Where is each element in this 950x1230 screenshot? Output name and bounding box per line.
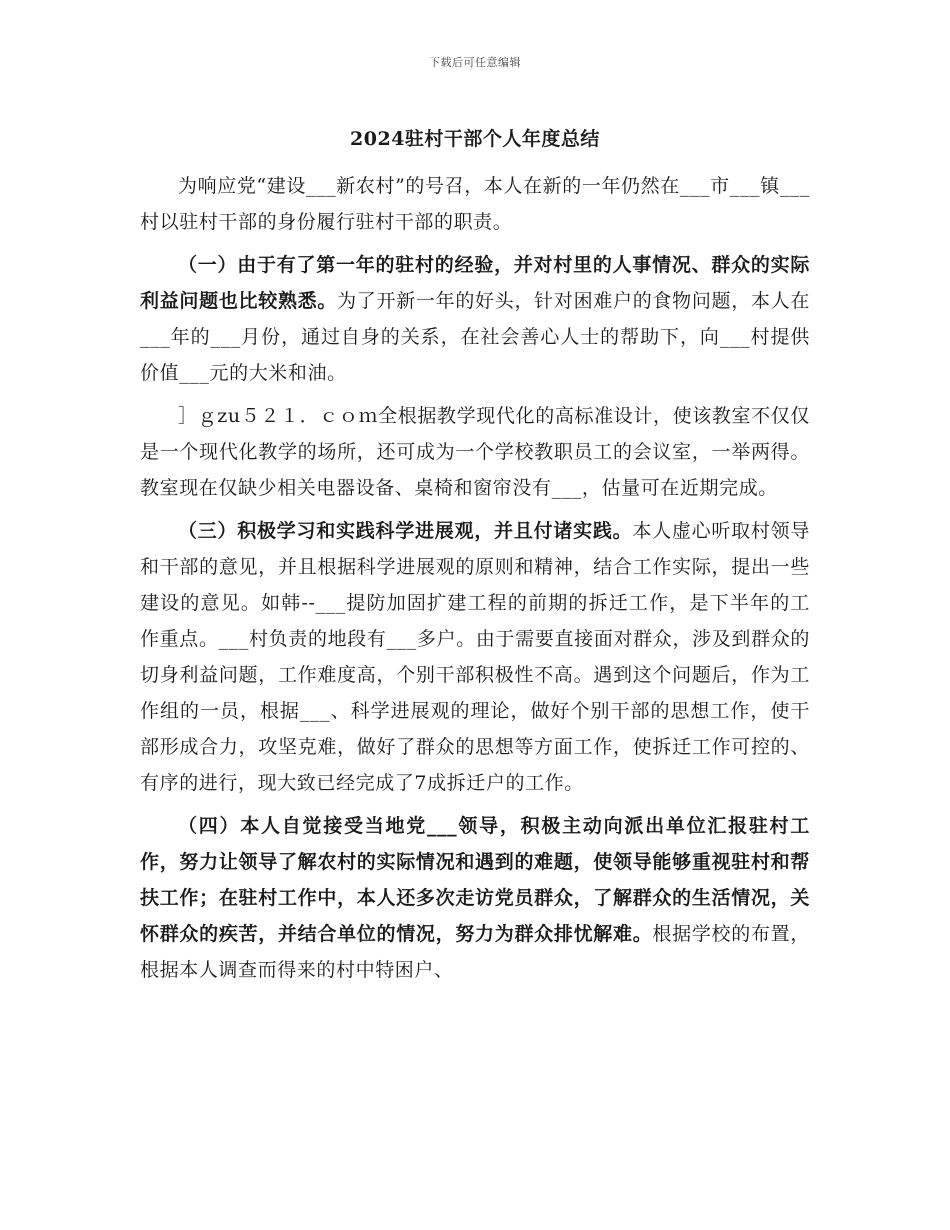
paragraph-classroom	[140, 398, 810, 506]
paragraph-lead: （三）积极学习和实践科学进展观，并且付诸实践。	[178, 520, 633, 542]
paragraph-text: 为了开新一年的好头，针对困难户的食物问题，本人在___年的___月份，通过自身的关系，在社会善心人士的帮助下，向___村提供价值___元的大米和油。	[140, 290, 810, 384]
paragraph-text: 为响应党“建设___新农村”的号召，本人在新的一年仍然在___市___镇___村以驻村干部的身份履行驻村干部的职责。	[140, 175, 810, 233]
paragraph-section-1	[140, 247, 810, 391]
paragraph-section-4	[140, 808, 810, 988]
paragraph-text: ］ｇzu５２１．ｃｏｍ全根据教学现代化的高标准设计，使该教室不仅仅是一个现代化教学的场所，还可成为一个学校教职员工的会议室，一举两得。教室现在仅缺少相关电器设备、桌椅和窗帘没有___，估量可在近期完成。	[140, 405, 810, 499]
header-note: 下载后可任意编辑	[429, 56, 521, 69]
paragraph-text: 根据学校的布置，根据本人调查而得来的村中特困户、	[140, 923, 810, 981]
paragraph-intro	[140, 168, 810, 240]
paragraph-section-3	[140, 513, 810, 801]
paragraph-lead: （四）本人自觉接受当地党___领导，积极主动向派出单位汇报驻村工作，努力让领导了解农村的实际情况和遇到的难题，使领导能够重视驻村和帮扶工作；在驻村工作中，本人还多次走访党员群众，了解群众的生活情况，关怀群众的疾苦，并结合单位的情况，努力为群众排忧解难。	[140, 815, 810, 945]
paragraph-text: 本人虚心听取村领导和干部的意见，并且根据科学进展观的原则和精神，结合工作实际，提出一些建设的意见。如韩--___提防加固扩建工程的前期的拆迁工作，是下半年的工作重点。___村负责的地段有___多户。由于需要直接面对群众，涉及到群众的切身利益问题，工作难度高，个别干部积极性不高。遇到这个问题后，作为工作组的一员，根据___、科学进展观的理论，做好个别干部的思想工作，使干部形成合力，攻坚克难，做好了群众的思想等方面工作，使拆迁工作可控的、有序的进行，现大致已经完成了7成拆迁户的工作。	[140, 520, 810, 794]
paragraph-lead: （一）由于有了第一年的驻村的经验，并对村里的人事情况、群众的实际利益问题也比较熟悉。	[140, 254, 810, 312]
document-body	[140, 168, 810, 995]
document-title: 2024驻村干部个人年度总结	[350, 128, 600, 150]
